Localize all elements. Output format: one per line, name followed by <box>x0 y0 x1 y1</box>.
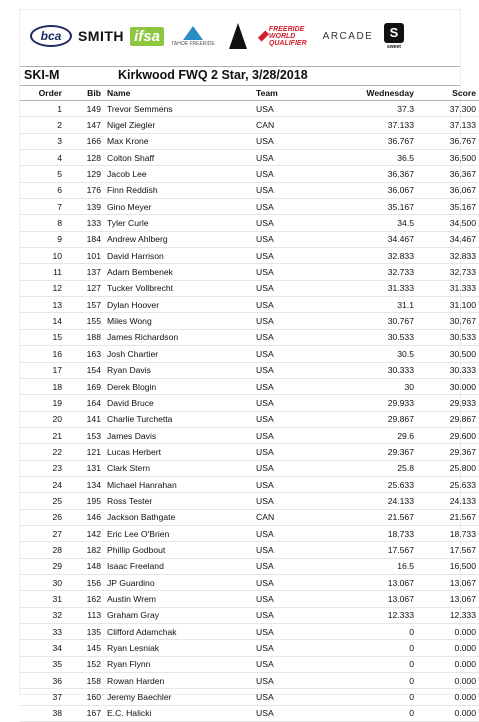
score-cell: 35.167 <box>418 199 479 215</box>
score-cell: 0.000 <box>418 673 479 689</box>
results-table <box>20 86 479 722</box>
table-row <box>20 591 479 607</box>
event-title-row <box>20 66 460 86</box>
wednesday-cell: 31.333 <box>338 280 418 296</box>
results-sheet <box>20 10 476 719</box>
mountain-icon <box>183 26 203 40</box>
order-cell: 23 <box>20 460 64 476</box>
team-cell: USA <box>254 231 338 247</box>
order-cell: 9 <box>20 231 64 247</box>
order-cell: 32 <box>20 607 64 623</box>
column-header-order: Order <box>20 86 64 101</box>
name-cell: Derek Blogin <box>103 378 254 394</box>
table-row <box>20 248 479 264</box>
order-cell: 33 <box>20 624 64 640</box>
order-cell: 24 <box>20 476 64 492</box>
team-cell: CAN <box>254 509 338 525</box>
name-cell: Rowan Harden <box>103 673 254 689</box>
score-cell: 32.833 <box>418 248 479 264</box>
order-cell: 11 <box>20 264 64 280</box>
team-cell: USA <box>254 640 338 656</box>
wednesday-cell: 32.733 <box>338 264 418 280</box>
bib-cell: 135 <box>64 624 103 640</box>
name-cell: Austin Wrem <box>103 591 254 607</box>
bib-cell: 164 <box>64 395 103 411</box>
wednesday-cell: 34.467 <box>338 231 418 247</box>
team-cell: USA <box>254 558 338 574</box>
name-cell: Nigel Ziegler <box>103 117 254 133</box>
table-row <box>20 199 479 215</box>
score-cell: 25.800 <box>418 460 479 476</box>
team-cell: USA <box>254 313 338 329</box>
table-row <box>20 411 479 427</box>
team-cell: USA <box>254 150 338 166</box>
table-row <box>20 264 479 280</box>
score-cell: 36.767 <box>418 133 479 149</box>
team-cell: USA <box>254 329 338 345</box>
wednesday-cell: 13.067 <box>338 591 418 607</box>
name-cell: Jackson Bathgate <box>103 509 254 525</box>
team-cell: USA <box>254 427 338 443</box>
smith-logo: SMITH <box>77 28 125 44</box>
name-cell: Andrew Ahlberg <box>103 231 254 247</box>
score-cell: 16.500 <box>418 558 479 574</box>
score-cell: 0.000 <box>418 656 479 672</box>
order-cell: 13 <box>20 297 64 313</box>
table-row <box>20 476 479 492</box>
wednesday-cell: 25.8 <box>338 460 418 476</box>
score-cell: 30.500 <box>418 346 479 362</box>
table-row <box>20 542 479 558</box>
table-row <box>20 313 479 329</box>
table-row <box>20 133 479 149</box>
wednesday-cell: 0 <box>338 689 418 705</box>
table-row <box>20 166 479 182</box>
score-cell: 18.733 <box>418 525 479 541</box>
team-cell: USA <box>254 248 338 264</box>
order-cell: 31 <box>20 591 64 607</box>
name-cell: Ryan Flynn <box>103 656 254 672</box>
wednesday-cell: 29.867 <box>338 411 418 427</box>
table-row <box>20 117 479 133</box>
peak-icon <box>229 23 247 49</box>
bib-cell: 188 <box>64 329 103 345</box>
order-cell: 29 <box>20 558 64 574</box>
bib-cell: 129 <box>64 166 103 182</box>
ifsa-logo-text: ifsa <box>130 27 164 46</box>
bib-cell: 128 <box>64 150 103 166</box>
bib-cell: 139 <box>64 199 103 215</box>
discipline-label: SKI-M <box>24 68 60 82</box>
column-header-bib: Bib <box>64 86 103 101</box>
bib-cell: 154 <box>64 362 103 378</box>
event-title: Kirkwood FWQ 2 Star, 3/28/2018 <box>118 68 308 82</box>
name-cell: Michael Hanrahan <box>103 476 254 492</box>
score-cell: 30.333 <box>418 362 479 378</box>
name-cell: Tucker Vollbrecht <box>103 280 254 296</box>
score-cell: 29.367 <box>418 444 479 460</box>
team-cell: USA <box>254 444 338 460</box>
name-cell: Finn Reddish <box>103 182 254 198</box>
score-cell: 0.000 <box>418 689 479 705</box>
order-cell: 38 <box>20 705 64 721</box>
wednesday-cell: 30.5 <box>338 346 418 362</box>
wednesday-cell: 31.1 <box>338 297 418 313</box>
wednesday-cell: 29.6 <box>338 427 418 443</box>
name-cell: James Richardson <box>103 329 254 345</box>
order-cell: 25 <box>20 493 64 509</box>
order-cell: 35 <box>20 656 64 672</box>
name-cell: David Bruce <box>103 395 254 411</box>
order-cell: 22 <box>20 444 64 460</box>
wednesday-cell: 13.067 <box>338 574 418 590</box>
name-cell: James Davis <box>103 427 254 443</box>
order-cell: 17 <box>20 362 64 378</box>
wednesday-cell: 37.133 <box>338 117 418 133</box>
score-cell: 0.000 <box>418 705 479 721</box>
team-cell: USA <box>254 607 338 623</box>
wednesday-cell: 30.533 <box>338 329 418 345</box>
score-cell: 12.333 <box>418 607 479 623</box>
order-cell: 1 <box>20 101 64 117</box>
wednesday-cell: 0 <box>338 640 418 656</box>
table-row <box>20 673 479 689</box>
score-cell: 32.733 <box>418 264 479 280</box>
bca-logo <box>28 10 74 62</box>
score-cell: 34.500 <box>418 215 479 231</box>
order-cell: 15 <box>20 329 64 345</box>
wednesday-cell: 32.833 <box>338 248 418 264</box>
table-row <box>20 297 479 313</box>
bib-cell: 133 <box>64 215 103 231</box>
table-row <box>20 574 479 590</box>
score-cell: 0.000 <box>418 624 479 640</box>
bib-cell: 163 <box>64 346 103 362</box>
column-header-name: Name <box>103 86 254 101</box>
bib-cell: 155 <box>64 313 103 329</box>
table-row <box>20 656 479 672</box>
order-cell: 10 <box>20 248 64 264</box>
column-header-score: Score <box>418 86 479 101</box>
name-cell: Charlie Turchetta <box>103 411 254 427</box>
bib-cell: 127 <box>64 280 103 296</box>
name-cell: Josh Chartier <box>103 346 254 362</box>
wednesday-cell: 0 <box>338 624 418 640</box>
table-row <box>20 460 479 476</box>
table-row <box>20 427 479 443</box>
bib-cell: 131 <box>64 460 103 476</box>
wednesday-cell: 0 <box>338 673 418 689</box>
order-cell: 28 <box>20 542 64 558</box>
wednesday-cell: 18.733 <box>338 525 418 541</box>
name-cell: Graham Gray <box>103 607 254 623</box>
name-cell: Clark Stern <box>103 460 254 476</box>
table-row <box>20 378 479 394</box>
score-cell: 25.633 <box>418 476 479 492</box>
team-cell: USA <box>254 673 338 689</box>
freeride-world-qualifier-logo <box>260 10 320 62</box>
team-cell: USA <box>254 101 338 117</box>
table-row <box>20 231 479 247</box>
order-cell: 2 <box>20 117 64 133</box>
column-header-wednesday: Wednesday <box>338 86 418 101</box>
score-cell: 36.367 <box>418 166 479 182</box>
fwq-mark-icon <box>258 30 269 41</box>
name-cell: Isaac Freeland <box>103 558 254 574</box>
tahoe-freeride-logo-text: TAHOE FREERIDE <box>171 40 215 47</box>
order-cell: 3 <box>20 133 64 149</box>
column-header-team: Team <box>254 86 338 101</box>
bib-cell: 153 <box>64 427 103 443</box>
sweet-logo-text: sweet <box>387 43 401 50</box>
team-cell: USA <box>254 689 338 705</box>
order-cell: 37 <box>20 689 64 705</box>
table-row <box>20 558 479 574</box>
team-cell: USA <box>254 182 338 198</box>
wednesday-cell: 25.633 <box>338 476 418 492</box>
bib-cell: 166 <box>64 133 103 149</box>
table-row <box>20 689 479 705</box>
table-row <box>20 525 479 541</box>
bib-cell: 157 <box>64 297 103 313</box>
wednesday-cell: 0 <box>338 656 418 672</box>
bib-cell: 141 <box>64 411 103 427</box>
name-cell: JP Guardino <box>103 574 254 590</box>
name-cell: Max Krone <box>103 133 254 149</box>
score-cell: 36.500 <box>418 150 479 166</box>
team-cell: USA <box>254 264 338 280</box>
bib-cell: 182 <box>64 542 103 558</box>
team-cell: USA <box>254 378 338 394</box>
wednesday-cell: 34.5 <box>338 215 418 231</box>
bib-cell: 167 <box>64 705 103 721</box>
order-cell: 4 <box>20 150 64 166</box>
wednesday-cell: 12.333 <box>338 607 418 623</box>
score-cell: 36.067 <box>418 182 479 198</box>
wednesday-cell: 36.5 <box>338 150 418 166</box>
score-cell: 0.000 <box>418 640 479 656</box>
bib-cell: 134 <box>64 476 103 492</box>
table-row <box>20 362 479 378</box>
wednesday-cell: 29.933 <box>338 395 418 411</box>
wednesday-cell: 30.333 <box>338 362 418 378</box>
name-cell: Ryan Davis <box>103 362 254 378</box>
order-cell: 6 <box>20 182 64 198</box>
score-cell: 30.533 <box>418 329 479 345</box>
team-cell: USA <box>254 476 338 492</box>
score-cell: 21.567 <box>418 509 479 525</box>
bca-logo-text: bca <box>30 25 72 47</box>
bib-cell: 148 <box>64 558 103 574</box>
team-cell: USA <box>254 493 338 509</box>
wednesday-cell: 36.767 <box>338 133 418 149</box>
wednesday-cell: 24.133 <box>338 493 418 509</box>
score-cell: 37.133 <box>418 117 479 133</box>
name-cell: Trevor Semmens <box>103 101 254 117</box>
tahoe-freeride-logo <box>170 10 216 62</box>
order-cell: 30 <box>20 574 64 590</box>
name-cell: Colton Shaff <box>103 150 254 166</box>
score-cell: 24.133 <box>418 493 479 509</box>
bib-cell: 184 <box>64 231 103 247</box>
bib-cell: 160 <box>64 689 103 705</box>
team-cell: USA <box>254 297 338 313</box>
team-cell: USA <box>254 624 338 640</box>
order-cell: 5 <box>20 166 64 182</box>
order-cell: 27 <box>20 525 64 541</box>
bib-cell: 145 <box>64 640 103 656</box>
score-cell: 31.333 <box>418 280 479 296</box>
score-cell: 31.100 <box>418 297 479 313</box>
order-cell: 8 <box>20 215 64 231</box>
team-cell: CAN <box>254 117 338 133</box>
score-cell: 30.000 <box>418 378 479 394</box>
bib-cell: 162 <box>64 591 103 607</box>
bib-cell: 147 <box>64 117 103 133</box>
name-cell: Ryan Lesniak <box>103 640 254 656</box>
team-cell: USA <box>254 133 338 149</box>
wednesday-cell: 21.567 <box>338 509 418 525</box>
bib-cell: 121 <box>64 444 103 460</box>
wednesday-cell: 16.5 <box>338 558 418 574</box>
order-cell: 21 <box>20 427 64 443</box>
name-cell: Ross Tester <box>103 493 254 509</box>
team-cell: USA <box>254 280 338 296</box>
table-row <box>20 101 479 117</box>
fwq-logo-text: FREERIDE WORLD QUALIFIER <box>268 25 307 47</box>
wednesday-cell: 30 <box>338 378 418 394</box>
team-cell: USA <box>254 346 338 362</box>
table-row <box>20 640 479 656</box>
team-cell: USA <box>254 574 338 590</box>
order-cell: 34 <box>20 640 64 656</box>
table-row <box>20 182 479 198</box>
sponsor-logo-bar <box>20 10 460 62</box>
table-row <box>20 329 479 345</box>
score-cell: 34.467 <box>418 231 479 247</box>
table-row <box>20 215 479 231</box>
name-cell: Gino Meyer <box>103 199 254 215</box>
table-row <box>20 444 479 460</box>
bib-cell: 149 <box>64 101 103 117</box>
sweet-s-icon: S <box>384 23 404 43</box>
wednesday-cell: 29.367 <box>338 444 418 460</box>
bib-cell: 142 <box>64 525 103 541</box>
wednesday-cell: 36.067 <box>338 182 418 198</box>
name-cell: Tyler Curle <box>103 215 254 231</box>
bib-cell: 156 <box>64 574 103 590</box>
ifsa-logo <box>126 10 168 62</box>
score-cell: 29.867 <box>418 411 479 427</box>
table-row <box>20 395 479 411</box>
team-cell: USA <box>254 705 338 721</box>
faction-logo <box>220 10 256 62</box>
name-cell: David Harrison <box>103 248 254 264</box>
wednesday-cell: 0 <box>338 705 418 721</box>
table-header-row <box>20 86 479 101</box>
table-row <box>20 346 479 362</box>
bib-cell: 137 <box>64 264 103 280</box>
score-cell: 30.767 <box>418 313 479 329</box>
table-row <box>20 509 479 525</box>
name-cell: Eric Lee O'Brien <box>103 525 254 541</box>
team-cell: USA <box>254 542 338 558</box>
name-cell: Dylan Hoover <box>103 297 254 313</box>
score-cell: 13.067 <box>418 574 479 590</box>
order-cell: 18 <box>20 378 64 394</box>
wednesday-cell: 17.567 <box>338 542 418 558</box>
order-cell: 16 <box>20 346 64 362</box>
wednesday-cell: 36.367 <box>338 166 418 182</box>
bib-cell: 146 <box>64 509 103 525</box>
bib-cell: 176 <box>64 182 103 198</box>
name-cell: Clifford Adamchak <box>103 624 254 640</box>
team-cell: USA <box>254 166 338 182</box>
order-cell: 12 <box>20 280 64 296</box>
bib-cell: 158 <box>64 673 103 689</box>
team-cell: USA <box>254 199 338 215</box>
name-cell: Adam Bembenek <box>103 264 254 280</box>
name-cell: Miles Wong <box>103 313 254 329</box>
score-cell: 29.600 <box>418 427 479 443</box>
score-cell: 29.933 <box>418 395 479 411</box>
team-cell: USA <box>254 591 338 607</box>
table-row <box>20 705 479 721</box>
score-cell: 13.067 <box>418 591 479 607</box>
bib-cell: 101 <box>64 248 103 264</box>
order-cell: 14 <box>20 313 64 329</box>
wednesday-cell: 30.767 <box>338 313 418 329</box>
table-row <box>20 607 479 623</box>
name-cell: Phillip Godbout <box>103 542 254 558</box>
team-cell: USA <box>254 525 338 541</box>
team-cell: USA <box>254 656 338 672</box>
team-cell: USA <box>254 411 338 427</box>
order-cell: 20 <box>20 411 64 427</box>
order-cell: 36 <box>20 673 64 689</box>
bib-cell: 195 <box>64 493 103 509</box>
score-cell: 17.567 <box>418 542 479 558</box>
team-cell: USA <box>254 362 338 378</box>
table-row <box>20 280 479 296</box>
table-row <box>20 150 479 166</box>
team-cell: USA <box>254 460 338 476</box>
name-cell: Jacob Lee <box>103 166 254 182</box>
table-row <box>20 624 479 640</box>
name-cell: Jeremy Baechler <box>103 689 254 705</box>
bib-cell: 169 <box>64 378 103 394</box>
team-cell: USA <box>254 215 338 231</box>
arcade-logo: ARCADE <box>322 30 374 42</box>
order-cell: 19 <box>20 395 64 411</box>
order-cell: 7 <box>20 199 64 215</box>
wednesday-cell: 35.167 <box>338 199 418 215</box>
bib-cell: 113 <box>64 607 103 623</box>
name-cell: Lucas Herbert <box>103 444 254 460</box>
wednesday-cell: 37.3 <box>338 101 418 117</box>
bib-cell: 152 <box>64 656 103 672</box>
name-cell: E.C. Halicki <box>103 705 254 721</box>
table-row <box>20 493 479 509</box>
order-cell: 26 <box>20 509 64 525</box>
sweet-protection-logo <box>376 10 412 62</box>
score-cell: 37.300 <box>418 101 479 117</box>
team-cell: USA <box>254 395 338 411</box>
